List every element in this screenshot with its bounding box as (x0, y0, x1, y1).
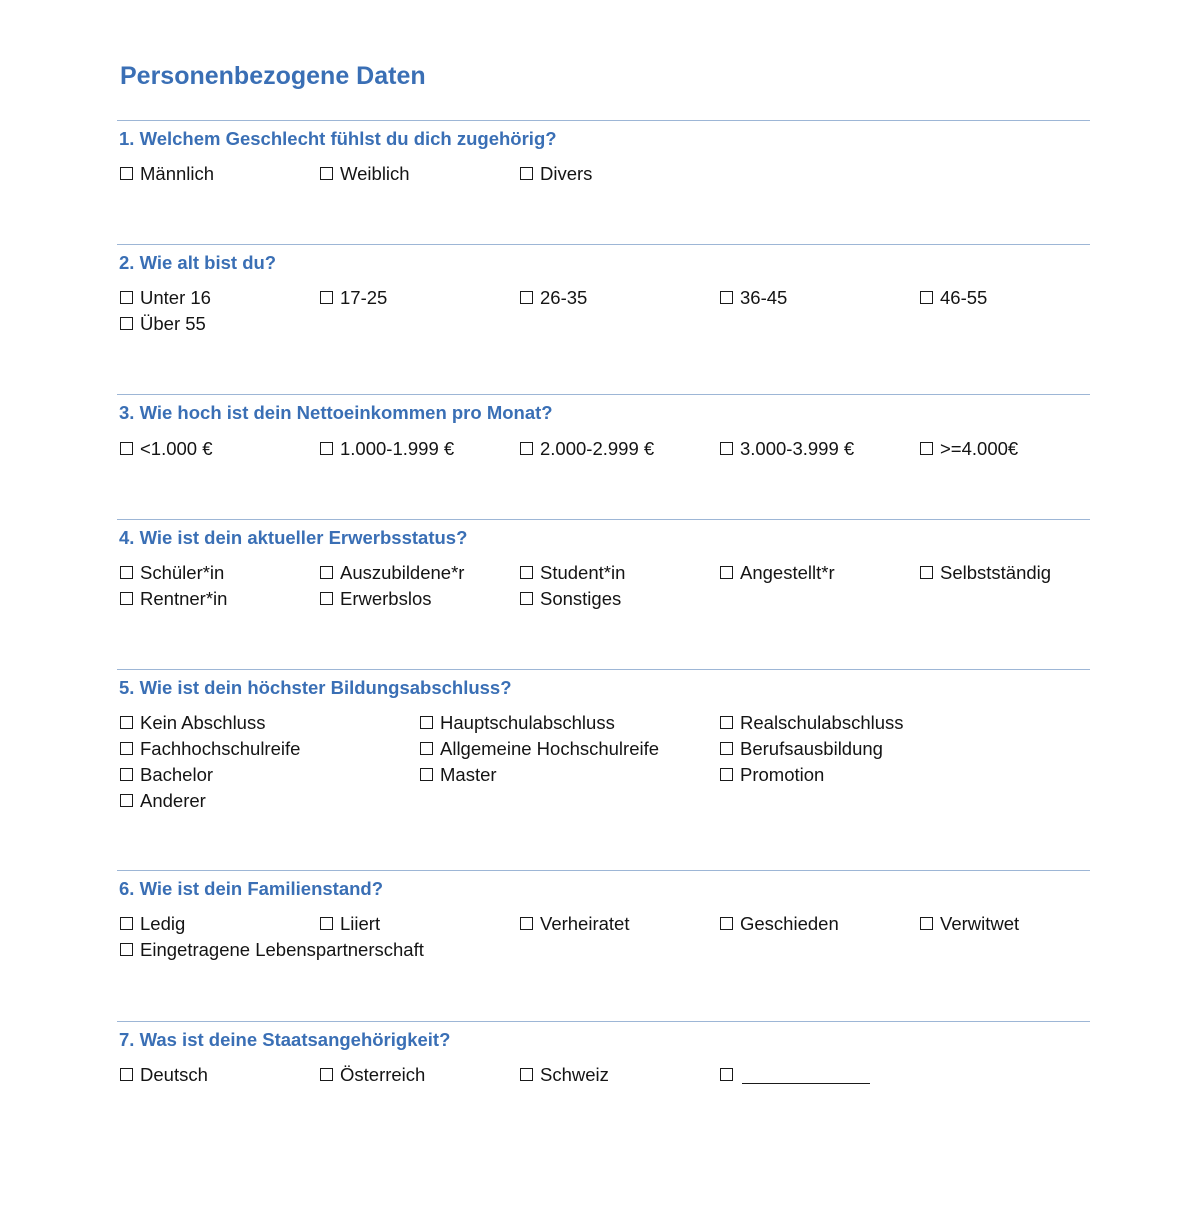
checkbox-icon[interactable] (120, 768, 133, 781)
option-income-3[interactable] (520, 437, 720, 460)
options-education (117, 711, 1090, 812)
question-income: 3. Wie hoch ist dein Nettoeinkommen pro Monat? (119, 402, 553, 423)
option-label: <1.000 € (140, 437, 213, 459)
checkbox-icon[interactable] (920, 917, 933, 930)
option-income-4[interactable] (720, 437, 920, 460)
checkbox-icon[interactable] (920, 566, 933, 579)
option-label: Auszubildene*r (340, 561, 465, 583)
option-label: 17-25 (340, 286, 388, 308)
option-label: Sonstiges (540, 587, 622, 609)
checkbox-icon[interactable] (120, 943, 133, 956)
checkbox-icon[interactable] (520, 566, 533, 579)
option-label: Promotion (740, 763, 825, 785)
option-income-1[interactable] (120, 437, 320, 460)
option-label: 46-55 (940, 286, 988, 308)
checkbox-icon[interactable] (120, 917, 133, 930)
section-income (117, 394, 1090, 460)
option-bachelor[interactable] (120, 763, 420, 786)
section-education (117, 669, 1090, 812)
option-ledig[interactable] (120, 912, 320, 935)
option-label: Ledig (140, 912, 186, 934)
checkbox-icon[interactable] (120, 317, 133, 330)
checkbox-icon[interactable] (320, 291, 333, 304)
checkbox-icon[interactable] (520, 167, 533, 180)
option-label: Verwitwet (940, 912, 1020, 934)
page-title: Personenbezogene Daten (120, 62, 426, 90)
option-label: Weiblich (340, 162, 410, 184)
option-label: Realschulabschluss (740, 711, 904, 733)
options-nationality (117, 1063, 1090, 1086)
option-angestellt[interactable] (720, 561, 920, 584)
checkbox-icon[interactable] (120, 1068, 133, 1081)
question-age: 2. Wie alt bist du? (119, 252, 277, 273)
option-unter-16[interactable] (120, 286, 320, 309)
checkbox-icon[interactable] (420, 768, 433, 781)
option-label: 2.000-2.999 € (540, 437, 655, 459)
option-hauptschulabschluss[interactable] (420, 711, 720, 734)
option-anderer[interactable] (120, 789, 420, 812)
option-fachhochschulreife[interactable] (120, 737, 420, 760)
option-allgemeine-hochschulreife[interactable] (420, 737, 720, 760)
section-employment (117, 519, 1090, 610)
option-promotion[interactable] (720, 763, 1020, 786)
option-income-2[interactable] (320, 437, 520, 460)
option-eingetragene-lebenspartnerschaft[interactable] (120, 938, 720, 961)
option-label: Liiert (340, 912, 381, 934)
option-verwitwet[interactable] (920, 912, 1120, 935)
option-ueber-55[interactable] (120, 312, 320, 335)
option-36-45[interactable] (720, 286, 920, 309)
option-erwerbslos[interactable] (320, 587, 520, 610)
checkbox-icon[interactable] (120, 442, 133, 455)
option-46-55[interactable] (920, 286, 1120, 309)
checkbox-icon[interactable] (720, 917, 733, 930)
option-other-nationality[interactable] (720, 1063, 920, 1086)
checkbox-icon[interactable] (720, 742, 733, 755)
question-nationality: 7. Was ist deine Staatsangehörigkeit? (119, 1029, 451, 1050)
checkbox-icon[interactable] (320, 917, 333, 930)
option-label: Master (440, 763, 497, 785)
options-employment (117, 561, 1090, 610)
checkbox-icon[interactable] (320, 167, 333, 180)
option-label: Eingetragene Lebenspartnerschaft (140, 938, 424, 960)
checkbox-icon[interactable] (320, 1068, 333, 1081)
option-label: Verheiratet (540, 912, 630, 934)
options-marital-status (117, 912, 1090, 961)
option-deutsch[interactable] (120, 1063, 320, 1086)
option-label: Schweiz (540, 1063, 609, 1085)
option-label: Bachelor (140, 763, 214, 785)
option-divers[interactable] (520, 162, 720, 185)
section-marital-status (117, 870, 1090, 961)
checkbox-icon[interactable] (120, 716, 133, 729)
option-weiblich[interactable] (320, 162, 520, 185)
option-student[interactable] (520, 561, 720, 584)
checkbox-icon[interactable] (520, 592, 533, 605)
option-maennlich[interactable] (120, 162, 320, 185)
option-label: 1.000-1.999 € (340, 437, 455, 459)
option-master[interactable] (420, 763, 720, 786)
option-label: Divers (540, 162, 593, 184)
option-verheiratet[interactable] (520, 912, 720, 935)
question-marital-status: 6. Wie ist dein Familienstand? (119, 878, 384, 899)
question-education: 5. Wie ist dein höchster Bildungsabschluss? (119, 677, 512, 698)
option-label: Über 55 (140, 312, 206, 334)
checkbox-icon[interactable] (720, 1068, 733, 1081)
option-label: Unter 16 (140, 286, 211, 308)
checkbox-icon[interactable] (920, 442, 933, 455)
option-label: Angestellt*r (740, 561, 835, 583)
option-label: Deutsch (140, 1063, 208, 1085)
checkbox-icon[interactable] (320, 442, 333, 455)
checkbox-icon[interactable] (520, 442, 533, 455)
checkbox-icon[interactable] (720, 291, 733, 304)
option-label: Fachhochschulreife (140, 737, 301, 759)
option-label: Allgemeine Hochschulreife (440, 737, 660, 759)
option-income-5[interactable] (920, 437, 1120, 460)
options-age (117, 286, 1090, 335)
checkbox-icon[interactable] (120, 566, 133, 579)
option-label: 26-35 (540, 286, 588, 308)
checkbox-icon[interactable] (720, 768, 733, 781)
option-label: Selbstständig (940, 561, 1052, 583)
option-oesterreich[interactable] (320, 1063, 520, 1086)
checkbox-icon[interactable] (520, 291, 533, 304)
checkbox-icon[interactable] (120, 291, 133, 304)
option-label: Schüler*in (140, 561, 225, 583)
option-label: Kein Abschluss (140, 711, 266, 733)
option-label: Erwerbslos (340, 587, 432, 609)
checkbox-icon[interactable] (520, 917, 533, 930)
write-in-blank-line[interactable] (742, 1065, 870, 1084)
option-schweiz[interactable] (520, 1063, 720, 1086)
option-label: >=4.000€ (940, 437, 1019, 459)
option-berufsausbildung[interactable] (720, 737, 1020, 760)
option-label: Rentner*in (140, 587, 228, 609)
checkbox-icon[interactable] (120, 742, 133, 755)
option-geschieden[interactable] (720, 912, 920, 935)
option-rentner[interactable] (120, 587, 320, 610)
option-schueler[interactable] (120, 561, 320, 584)
options-gender (117, 162, 1090, 185)
question-employment: 4. Wie ist dein aktueller Erwerbsstatus? (119, 527, 468, 548)
option-label: Männlich (140, 162, 215, 184)
checkbox-icon[interactable] (320, 566, 333, 579)
checkbox-icon[interactable] (720, 716, 733, 729)
checkbox-icon[interactable] (120, 167, 133, 180)
checkbox-icon[interactable] (420, 716, 433, 729)
question-gender: 1. Welchem Geschlecht fühlst du dich zugehörig? (119, 128, 557, 149)
option-auszubildende[interactable] (320, 561, 520, 584)
checkbox-icon[interactable] (920, 291, 933, 304)
checkbox-icon[interactable] (720, 566, 733, 579)
option-kein-abschluss[interactable] (120, 711, 420, 734)
checkbox-icon[interactable] (320, 592, 333, 605)
checkbox-icon[interactable] (720, 442, 733, 455)
section-nationality (117, 1021, 1090, 1086)
option-realschulabschluss[interactable] (720, 711, 1020, 734)
option-label: Geschieden (740, 912, 839, 934)
option-label: Österreich (340, 1063, 426, 1085)
checkbox-icon[interactable] (120, 794, 133, 807)
section-gender (117, 120, 1090, 185)
option-label: 36-45 (740, 286, 788, 308)
option-label: 3.000-3.999 € (740, 437, 855, 459)
option-liiert[interactable] (320, 912, 520, 935)
option-label: Berufsausbildung (740, 737, 883, 759)
option-selbststaendig[interactable] (920, 561, 1120, 584)
option-label: Hauptschulabschluss (440, 711, 615, 733)
option-sonstiges[interactable] (520, 587, 720, 610)
options-income (117, 437, 1090, 460)
option-label: Student*in (540, 561, 626, 583)
checkbox-icon[interactable] (420, 742, 433, 755)
option-26-35[interactable] (520, 286, 720, 309)
checkbox-icon[interactable] (120, 592, 133, 605)
option-label: Anderer (140, 789, 206, 811)
section-age (117, 244, 1090, 335)
option-17-25[interactable] (320, 286, 520, 309)
checkbox-icon[interactable] (520, 1068, 533, 1081)
